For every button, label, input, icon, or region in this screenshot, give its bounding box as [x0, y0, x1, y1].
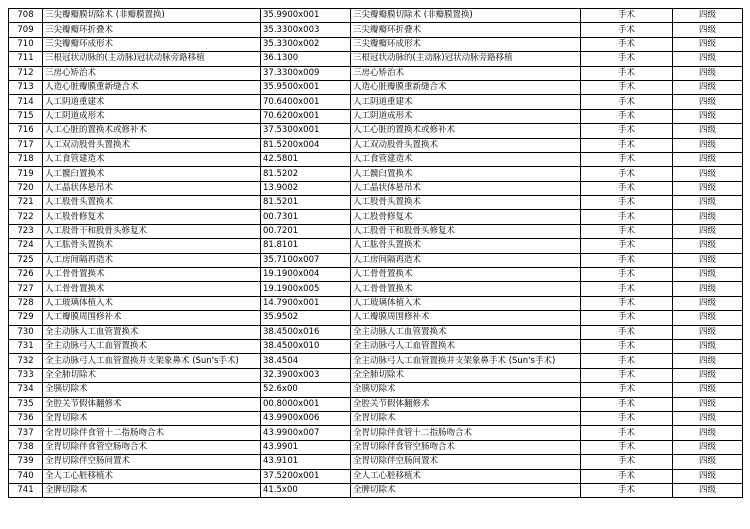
procedure-code: 00.7301	[261, 210, 351, 224]
table-row	[9, 296, 743, 310]
procedure-name-mapped: 人工髋臼置换术	[351, 167, 581, 181]
table-row	[9, 66, 743, 80]
procedure-category: 手术	[581, 282, 673, 296]
row-number: 710	[9, 37, 43, 51]
procedure-level: 四级	[673, 368, 743, 382]
procedure-name: 三尖瓣瓣环折叠术	[43, 23, 261, 37]
procedure-name: 三尖瓣瓣膜切除术 (非瓣膜置换)	[43, 9, 261, 23]
row-number: 738	[9, 440, 43, 454]
row-number: 734	[9, 383, 43, 397]
procedure-category: 手术	[581, 23, 673, 37]
procedure-name-mapped: 全主动脉人工血管置换术	[351, 325, 581, 339]
table-row	[9, 9, 743, 23]
table-row	[9, 253, 743, 267]
procedure-name: 三尖瓣瓣环成形术	[43, 37, 261, 51]
procedure-category: 手术	[581, 181, 673, 195]
row-number: 717	[9, 138, 43, 152]
row-number: 726	[9, 268, 43, 282]
procedure-code: 41.5x00	[261, 483, 351, 497]
procedure-level: 四级	[673, 239, 743, 253]
row-number: 720	[9, 181, 43, 195]
procedure-code: 37.5300x001	[261, 124, 351, 138]
procedure-name: 人工食管建造术	[43, 152, 261, 166]
table-row	[9, 282, 743, 296]
procedure-code: 35.9900x001	[261, 9, 351, 23]
procedure-category: 手术	[581, 397, 673, 411]
procedure-name: 全主动脉弓人工血管置换并支架象鼻术 (Sun's手术)	[43, 354, 261, 368]
procedure-level: 四级	[673, 210, 743, 224]
row-number: 724	[9, 239, 43, 253]
row-number: 727	[9, 282, 43, 296]
table-row	[9, 224, 743, 238]
procedure-name-mapped: 人工股骨头置换术	[351, 196, 581, 210]
procedure-category: 手术	[581, 138, 673, 152]
row-number: 736	[9, 411, 43, 425]
procedure-name-mapped: 全腔关节假体翻修术	[351, 397, 581, 411]
procedure-name: 全主动脉弓人工血管置换术	[43, 339, 261, 353]
procedure-name: 人工股骨修复术	[43, 210, 261, 224]
procedure-name-mapped: 人工房间隔再造术	[351, 253, 581, 267]
procedure-code: 38.4500x016	[261, 325, 351, 339]
procedure-category: 手术	[581, 124, 673, 138]
procedure-table	[8, 8, 743, 498]
procedure-category: 手术	[581, 311, 673, 325]
procedure-name: 人工髋臼置换术	[43, 167, 261, 181]
procedure-level: 四级	[673, 325, 743, 339]
procedure-level: 四级	[673, 196, 743, 210]
procedure-code: 43.9900x006	[261, 411, 351, 425]
procedure-code: 00.7201	[261, 224, 351, 238]
procedure-name: 全胃切除伴食管空肠吻合术	[43, 440, 261, 454]
procedure-category: 手术	[581, 339, 673, 353]
procedure-category: 手术	[581, 426, 673, 440]
procedure-name: 人工晶状体悬吊术	[43, 181, 261, 195]
procedure-code: 19.1900x005	[261, 282, 351, 296]
table-row	[9, 397, 743, 411]
procedure-name: 全主动脉人工血管置换术	[43, 325, 261, 339]
procedure-level: 四级	[673, 138, 743, 152]
procedure-name: 人工阴道重建术	[43, 95, 261, 109]
procedure-level: 四级	[673, 311, 743, 325]
procedure-name-mapped: 三尖瓣瓣环折叠术	[351, 23, 581, 37]
procedure-code: 43.9101	[261, 455, 351, 469]
procedure-category: 手术	[581, 239, 673, 253]
table-row	[9, 80, 743, 94]
procedure-level: 四级	[673, 483, 743, 497]
table-row	[9, 196, 743, 210]
procedure-level: 四级	[673, 181, 743, 195]
procedure-level: 四级	[673, 397, 743, 411]
row-number: 719	[9, 167, 43, 181]
row-number: 715	[9, 109, 43, 123]
procedure-code: 43.9901	[261, 440, 351, 454]
procedure-level: 四级	[673, 152, 743, 166]
procedure-name-mapped: 全胃切除术	[351, 411, 581, 425]
procedure-name-mapped: 全胃切除伴空肠间置术	[351, 455, 581, 469]
procedure-category: 手术	[581, 469, 673, 483]
procedure-category: 手术	[581, 383, 673, 397]
procedure-category: 手术	[581, 37, 673, 51]
procedure-code: 37.3300x009	[261, 66, 351, 80]
procedure-name-mapped: 人工玻璃体植入术	[351, 296, 581, 310]
procedure-level: 四级	[673, 339, 743, 353]
table-row	[9, 167, 743, 181]
procedure-name: 人工玻璃体植入术	[43, 296, 261, 310]
procedure-name-mapped: 人工瓣膜周围修补术	[351, 311, 581, 325]
procedure-name-mapped: 全主动脉弓人工血管置换并支架象鼻手术 (Sun's手术)	[351, 354, 581, 368]
procedure-code: 35.3300x003	[261, 23, 351, 37]
procedure-name: 全胃切除术	[43, 411, 261, 425]
procedure-code: 43.9900x007	[261, 426, 351, 440]
procedure-code: 35.3300x002	[261, 37, 351, 51]
table-row	[9, 37, 743, 51]
procedure-level: 四级	[673, 23, 743, 37]
procedure-name: 全胃切除伴食管十二指肠吻合术	[43, 426, 261, 440]
procedure-name-mapped: 三房心矫治术	[351, 66, 581, 80]
procedure-code: 81.8101	[261, 239, 351, 253]
procedure-level: 四级	[673, 52, 743, 66]
procedure-name-mapped: 人工肱骨头置换术	[351, 239, 581, 253]
table-row	[9, 152, 743, 166]
procedure-name: 全胃切除伴空肠间置术	[43, 455, 261, 469]
procedure-name: 人工双动股骨头置换术	[43, 138, 261, 152]
procedure-name-mapped: 人工食管建造术	[351, 152, 581, 166]
procedure-name: 人工股骨干和股骨头修复术	[43, 224, 261, 238]
procedure-name-mapped: 三根冠状动脉的(主动脉)冠状动脉旁路移植	[351, 52, 581, 66]
procedure-level: 四级	[673, 37, 743, 51]
procedure-category: 手术	[581, 325, 673, 339]
procedure-code: 36.1300	[261, 52, 351, 66]
row-number: 732	[9, 354, 43, 368]
procedure-name: 人造心脏瓣膜重新缝合术	[43, 80, 261, 94]
procedure-code: 35.9502	[261, 311, 351, 325]
procedure-name: 人工房间隔再造术	[43, 253, 261, 267]
procedure-category: 手术	[581, 483, 673, 497]
table-row	[9, 411, 743, 425]
table-row	[9, 138, 743, 152]
procedure-name-mapped: 三尖瓣瓣膜切除术 (非瓣膜置换)	[351, 9, 581, 23]
procedure-name-mapped: 全人工心脏移植术	[351, 469, 581, 483]
row-number: 718	[9, 152, 43, 166]
procedure-level: 四级	[673, 440, 743, 454]
procedure-code: 42.5801	[261, 152, 351, 166]
table-row	[9, 354, 743, 368]
procedure-name: 人工肱骨头置换术	[43, 239, 261, 253]
table-row	[9, 268, 743, 282]
table-row	[9, 210, 743, 224]
procedure-name: 三房心矫治术	[43, 66, 261, 80]
procedure-name: 人工骨骨置换术	[43, 282, 261, 296]
table-row	[9, 239, 743, 253]
procedure-level: 四级	[673, 296, 743, 310]
procedure-name-mapped: 三尖瓣瓣环成形术	[351, 37, 581, 51]
table-row	[9, 383, 743, 397]
row-number: 712	[9, 66, 43, 80]
procedure-category: 手术	[581, 52, 673, 66]
procedure-level: 四级	[673, 66, 743, 80]
row-number: 716	[9, 124, 43, 138]
procedure-code: 35.7100x007	[261, 253, 351, 267]
procedure-name: 全人工心脏移植术	[43, 469, 261, 483]
procedure-name: 人工股骨头置换术	[43, 196, 261, 210]
procedure-code: 38.4504	[261, 354, 351, 368]
procedure-name-mapped: 全胰切除术	[351, 383, 581, 397]
procedure-level: 四级	[673, 268, 743, 282]
procedure-name: 全全肺切除术	[43, 368, 261, 382]
procedure-category: 手术	[581, 210, 673, 224]
procedure-category: 手术	[581, 268, 673, 282]
table-row	[9, 311, 743, 325]
row-number: 735	[9, 397, 43, 411]
procedure-name-mapped: 人造心脏瓣膜重新缝合术	[351, 80, 581, 94]
procedure-code: 19.1900x004	[261, 268, 351, 282]
row-number: 711	[9, 52, 43, 66]
procedure-table-body	[9, 9, 743, 498]
procedure-level: 四级	[673, 253, 743, 267]
procedure-code: 00.8000x001	[261, 397, 351, 411]
procedure-category: 手术	[581, 80, 673, 94]
procedure-level: 四级	[673, 109, 743, 123]
procedure-name-mapped: 人工双动股骨头置换术	[351, 138, 581, 152]
procedure-category: 手术	[581, 455, 673, 469]
table-row	[9, 368, 743, 382]
procedure-name-mapped: 全主动脉弓人工血管置换术	[351, 339, 581, 353]
row-number: 733	[9, 368, 43, 382]
procedure-level: 四级	[673, 383, 743, 397]
table-row	[9, 95, 743, 109]
row-number: 725	[9, 253, 43, 267]
table-row	[9, 455, 743, 469]
procedure-category: 手术	[581, 66, 673, 80]
table-row	[9, 124, 743, 138]
table-row	[9, 339, 743, 353]
row-number: 737	[9, 426, 43, 440]
row-number: 714	[9, 95, 43, 109]
procedure-name: 全脾切除术	[43, 483, 261, 497]
procedure-name-mapped: 人工股骨修复术	[351, 210, 581, 224]
table-row	[9, 181, 743, 195]
table-row	[9, 426, 743, 440]
procedure-category: 手术	[581, 440, 673, 454]
procedure-level: 四级	[673, 80, 743, 94]
row-number: 739	[9, 455, 43, 469]
procedure-category: 手术	[581, 224, 673, 238]
table-row	[9, 483, 743, 497]
procedure-name: 人工瓣膜周围修补术	[43, 311, 261, 325]
table-row	[9, 469, 743, 483]
procedure-category: 手术	[581, 109, 673, 123]
procedure-name-mapped: 人工阴道重建术	[351, 95, 581, 109]
procedure-level: 四级	[673, 411, 743, 425]
procedure-name: 人工心脏的置换术或修补术	[43, 124, 261, 138]
row-number: 713	[9, 80, 43, 94]
procedure-code: 13.9002	[261, 181, 351, 195]
procedure-name: 全腔关节假体翻修术	[43, 397, 261, 411]
procedure-level: 四级	[673, 9, 743, 23]
row-number: 709	[9, 23, 43, 37]
procedure-name: 三根冠状动脉的(主动脉)冠状动脉旁路移植	[43, 52, 261, 66]
procedure-category: 手术	[581, 368, 673, 382]
row-number: 729	[9, 311, 43, 325]
table-row	[9, 440, 743, 454]
procedure-code: 81.5200x004	[261, 138, 351, 152]
procedure-name-mapped: 人工骨骨置换术	[351, 268, 581, 282]
procedure-level: 四级	[673, 124, 743, 138]
procedure-name: 全胰切除术	[43, 383, 261, 397]
procedure-level: 四级	[673, 426, 743, 440]
table-row	[9, 109, 743, 123]
procedure-name-mapped: 全脾切除术	[351, 483, 581, 497]
procedure-name-mapped: 全胃切除伴食管十二指肠吻合术	[351, 426, 581, 440]
procedure-level: 四级	[673, 469, 743, 483]
procedure-name-mapped: 全胃切除伴食管空肠吻合术	[351, 440, 581, 454]
procedure-name-mapped: 人工晶状体悬吊术	[351, 181, 581, 195]
procedure-code: 35.9500x001	[261, 80, 351, 94]
row-number: 741	[9, 483, 43, 497]
procedure-category: 手术	[581, 354, 673, 368]
procedure-name-mapped: 人工心脏的置换术或修补术	[351, 124, 581, 138]
row-number: 721	[9, 196, 43, 210]
procedure-name-mapped: 人工股骨干和股骨头修复术	[351, 224, 581, 238]
procedure-level: 四级	[673, 282, 743, 296]
procedure-code: 38.4500x010	[261, 339, 351, 353]
row-number: 708	[9, 9, 43, 23]
procedure-name: 人工阴道成形术	[43, 109, 261, 123]
procedure-category: 手术	[581, 296, 673, 310]
procedure-code: 37.5200x001	[261, 469, 351, 483]
procedure-name-mapped: 人工阴道成形术	[351, 109, 581, 123]
procedure-category: 手术	[581, 152, 673, 166]
row-number: 731	[9, 339, 43, 353]
procedure-level: 四级	[673, 95, 743, 109]
procedure-code: 81.5202	[261, 167, 351, 181]
procedure-category: 手术	[581, 253, 673, 267]
procedure-code: 81.5201	[261, 196, 351, 210]
procedure-category: 手术	[581, 411, 673, 425]
procedure-name-mapped: 人工骨骨置换术	[351, 282, 581, 296]
procedure-category: 手术	[581, 95, 673, 109]
procedure-category: 手术	[581, 9, 673, 23]
procedure-category: 手术	[581, 167, 673, 181]
table-row	[9, 52, 743, 66]
table-row	[9, 325, 743, 339]
procedure-code: 32.3900x003	[261, 368, 351, 382]
procedure-code: 70.6400x001	[261, 95, 351, 109]
procedure-name-mapped: 全全肺切除术	[351, 368, 581, 382]
row-number: 740	[9, 469, 43, 483]
procedure-level: 四级	[673, 224, 743, 238]
procedure-level: 四级	[673, 354, 743, 368]
procedure-level: 四级	[673, 455, 743, 469]
procedure-code: 52.6x00	[261, 383, 351, 397]
table-row	[9, 23, 743, 37]
procedure-code: 70.6200x001	[261, 109, 351, 123]
procedure-category: 手术	[581, 196, 673, 210]
row-number: 723	[9, 224, 43, 238]
procedure-level: 四级	[673, 167, 743, 181]
row-number: 728	[9, 296, 43, 310]
procedure-name: 人工骨骨置换术	[43, 268, 261, 282]
procedure-code: 14.7900x001	[261, 296, 351, 310]
row-number: 722	[9, 210, 43, 224]
row-number: 730	[9, 325, 43, 339]
